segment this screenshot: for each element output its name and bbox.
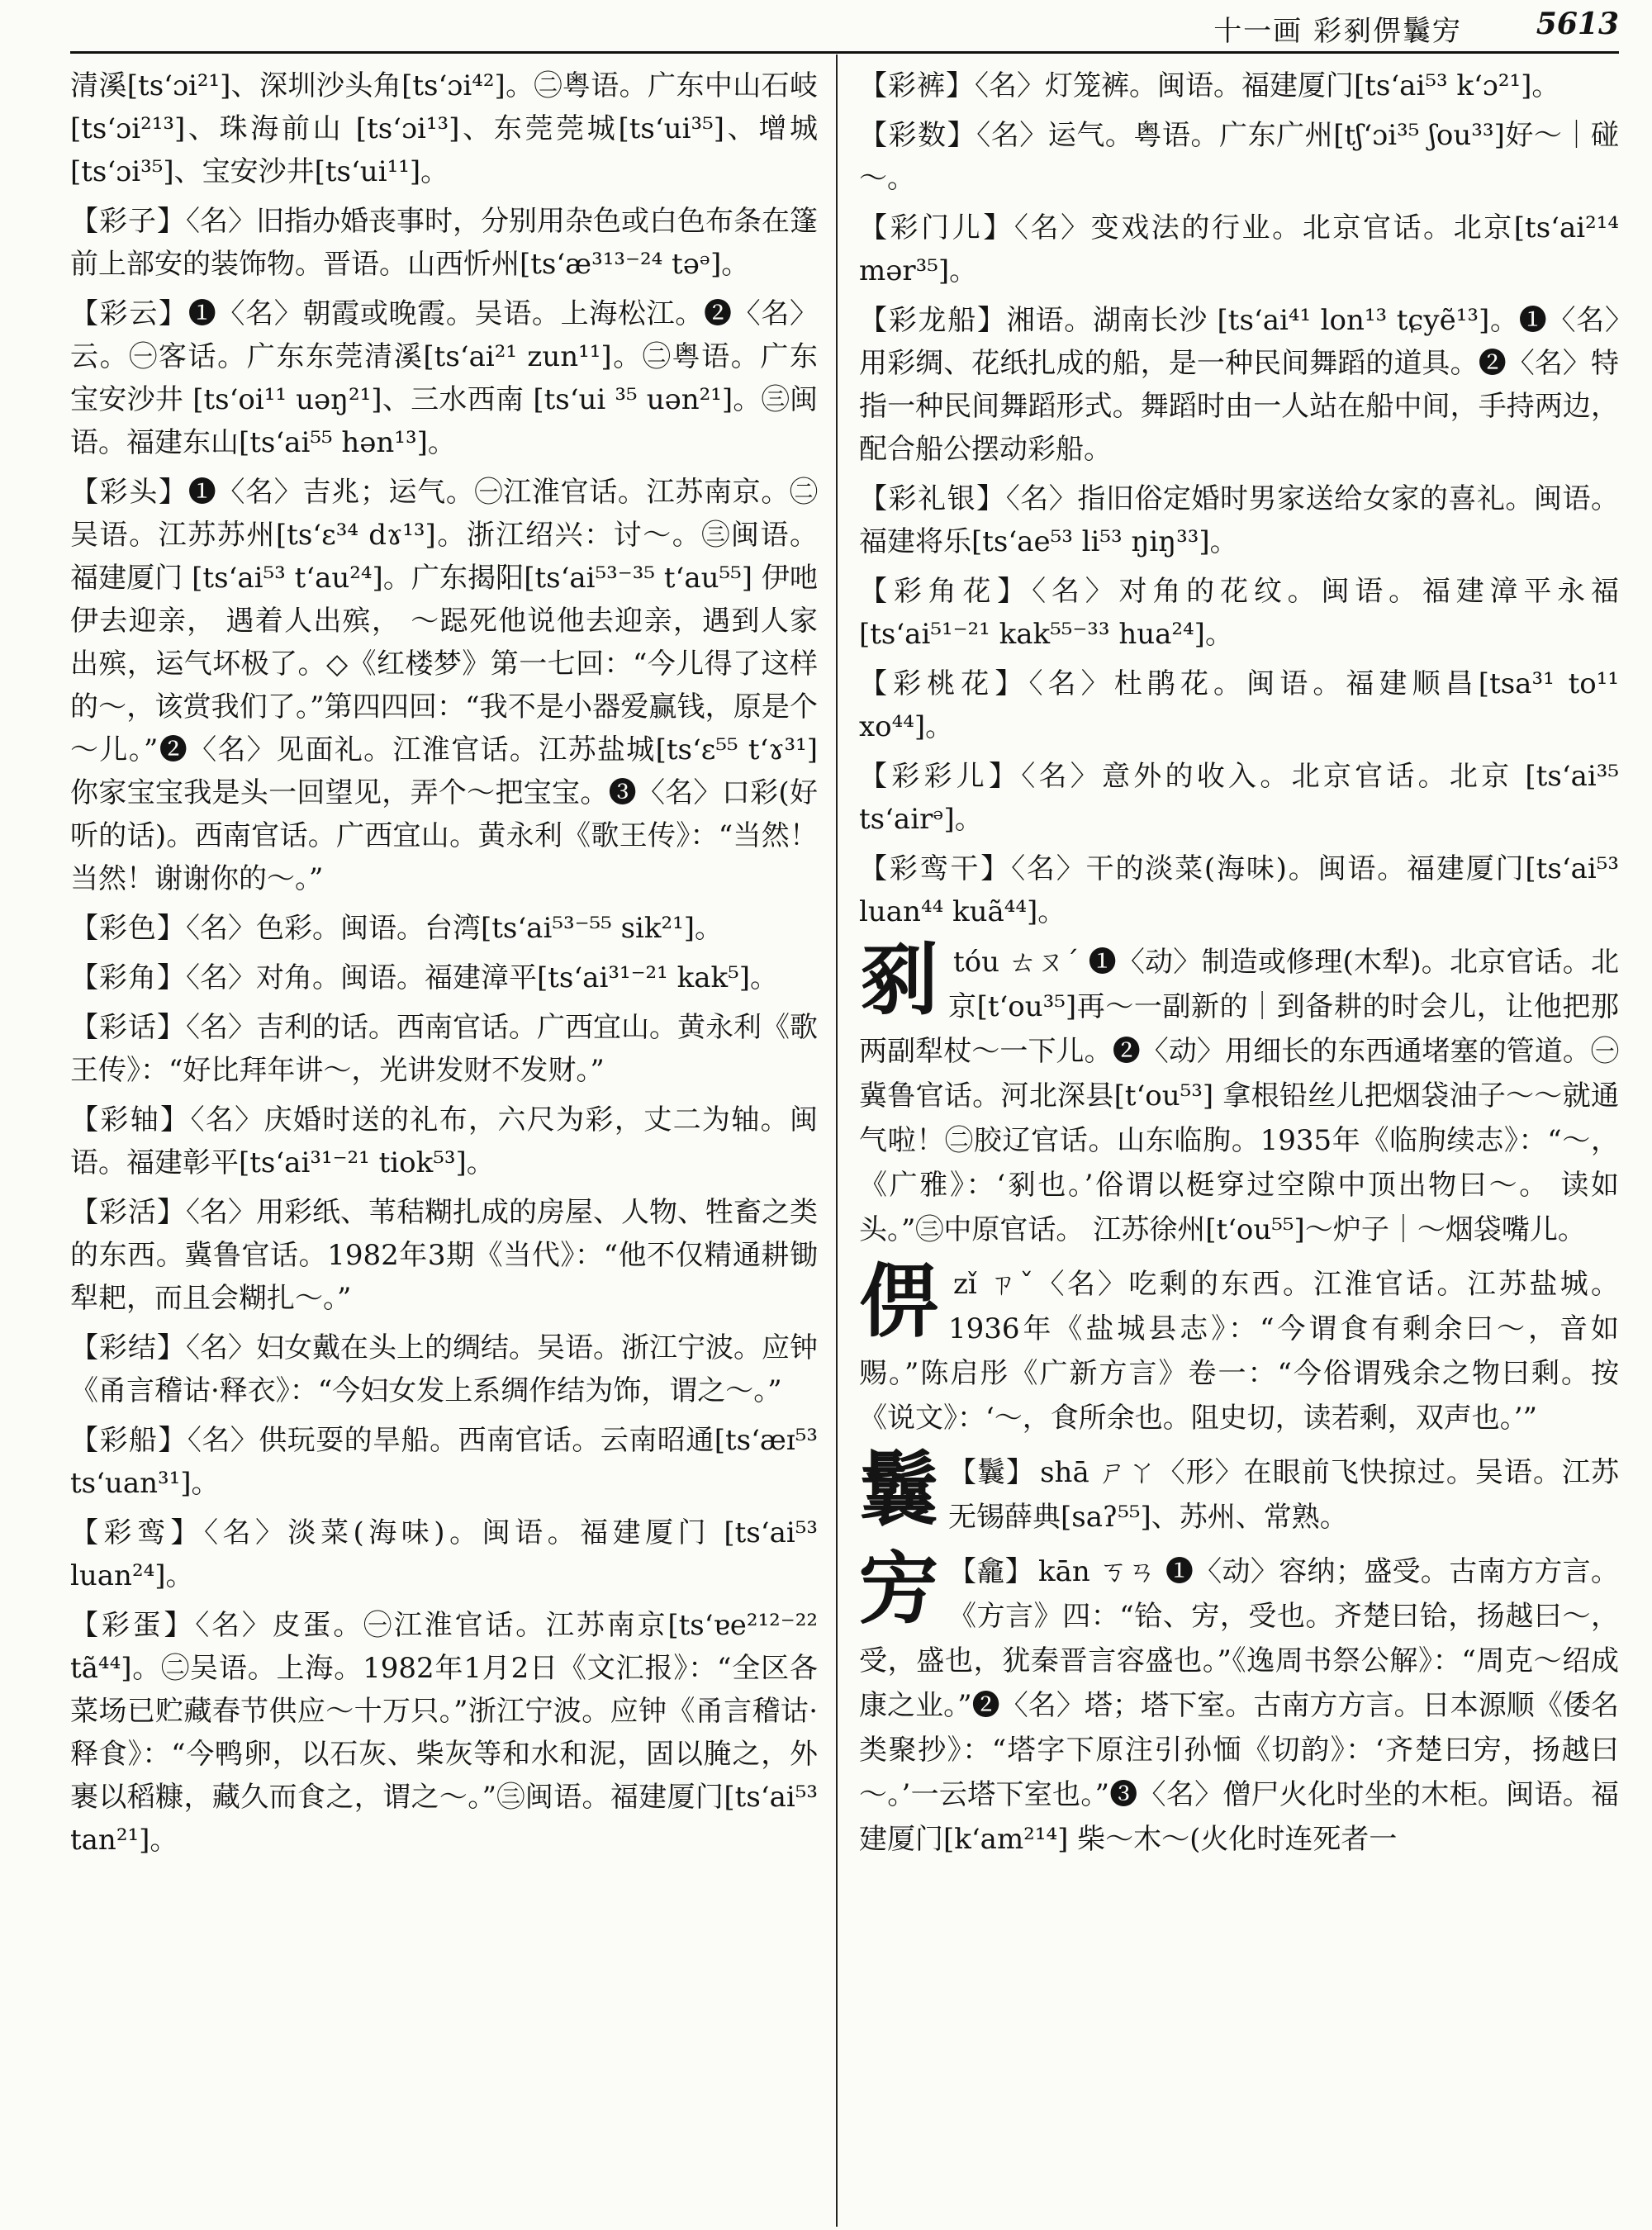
entry-headword: 【彩云】 bbox=[70, 297, 188, 330]
dictionary-entry bbox=[859, 64, 1619, 107]
entry-body: 〈名〉庆婚时送的礼布，六尺为彩，丈二为轴。闽语。福建彰平[tsʻai³¹⁻²¹ tiok⁵³]。 bbox=[70, 1103, 818, 1179]
entry-body: 〈名〉对角的花纹。闽语。福建漳平永福[tsʻai⁵¹⁻²¹ kak⁵⁵⁻³³ hua²⁴]。 bbox=[859, 575, 1619, 651]
character-entry bbox=[859, 1255, 1619, 1440]
entry-headword: 【彩蛋】 bbox=[70, 1609, 196, 1642]
dictionary-entry bbox=[859, 299, 1619, 471]
dictionary-entry bbox=[70, 200, 818, 286]
character-entry bbox=[859, 932, 1619, 1252]
entry-headword: 【彩话】 bbox=[70, 1011, 186, 1044]
entry-body: 〈名〉吉利的话。西南官话。广西宜山。黄永利《歌王传》：“好比拜年讲～，光讲发财不发财。” bbox=[70, 1011, 818, 1087]
entry-headword: 【彩数】 bbox=[859, 119, 977, 152]
dictionary-entry bbox=[70, 1419, 818, 1505]
entry-headword: 【彩头】 bbox=[70, 476, 188, 509]
entry-headword: 【彩色】 bbox=[70, 912, 186, 945]
dictionary-entry bbox=[859, 662, 1619, 748]
dictionary-entry bbox=[859, 206, 1619, 292]
header-title: 十一画 彩剢㑭鬤㝑 bbox=[1213, 15, 1462, 48]
dictionary-entry bbox=[70, 1006, 818, 1092]
dictionary-entry bbox=[859, 570, 1619, 656]
traditional-form: 【鬤】 bbox=[948, 1456, 1036, 1489]
dictionary-entry bbox=[70, 1604, 818, 1862]
character-definition: tóu ㄊㄡˊ ❶〈动〉制造或修理(木犁)。北京官话。北京[tʻou³⁵]再～一副新的｜到备耕的时会儿，让他把那两副犁杖～一下儿。❷〈动〉用细长的东西通堵塞的管道。㊀冀鲁官话。河北深县[tʻou⁵³] 拿根铅丝儿把烟袋油子～～就通气啦！㊁胶辽官话。山东临朐。1935年《临朐续志》：“～，《广雅》：‘剢也。’俗谓以梃穿过空隙中顶出物曰～。 读如头。”㊂中原官话。 江苏徐州[tʻou⁵⁵]～炉子｜～烟袋嘴儿。 bbox=[859, 946, 1619, 1246]
left-column bbox=[70, 64, 818, 2220]
head-character: 㑭 bbox=[859, 1255, 938, 1348]
character-definition: zǐ ㄗˇ〈名〉吃剩的东西。江淮官话。江苏盐城。1936年《盐城县志》：“今谓食有剩余曰～，音如赐。”陈启彤《广新方言》卷一：“今俗谓残余之物曰剩。按《说文》：‘～，食所余也。阻史切，读若剩，双声也。’” bbox=[859, 1268, 1619, 1435]
entry-body: 〈名〉变戏法的行业。北京官话。北京[tsʻai²¹⁴ mər³⁵]。 bbox=[859, 211, 1619, 287]
dictionary-entry bbox=[859, 847, 1619, 933]
dictionary-entry bbox=[70, 956, 818, 999]
head-character: 鬤 bbox=[859, 1443, 938, 1536]
entry-headword: 【彩结】 bbox=[70, 1331, 186, 1364]
dictionary-entry bbox=[70, 64, 818, 193]
character-entry bbox=[859, 1542, 1619, 1862]
character-definition: shā ㄕㄚ〈形〉在眼前飞快掠过。吴语。江苏无锡薛典[saʔ⁵⁵]、苏州、常熟。 bbox=[948, 1456, 1619, 1534]
entry-headword: 【彩子】 bbox=[70, 205, 186, 238]
entry-headword: 【彩鸾】 bbox=[70, 1516, 205, 1549]
entry-body: 〈名〉妇女戴在头上的绸结。吴语。浙江宁波。应钟《甬言稽诂·释衣》：“今妇女发上系绸作结为饰，谓之～。” bbox=[70, 1331, 818, 1407]
character-definition: kān ㄎㄢ ❶〈动〉容纳；盛受。古南方方言。《方言》四：“铪、㝑，受也。齐楚曰铪，扬越曰～，受，盛也，犹秦晋言容盛也。”《逸周书祭公解》：“周克～绍成康之业。”❷〈名〉塔；塔下室。古南方方言。日本源顺《倭名类聚抄》：“塔字下原注引孙愐《切韵》：‘齐楚曰㝑，扬越曰～。’一云塔下室也。”❸〈名〉僧尸火化时坐的木柜。闽语。福建厦门[kʻam²¹⁴] 柴～木～(火化时连死者一 bbox=[859, 1555, 1619, 1856]
entry-headword: 【彩船】 bbox=[70, 1424, 188, 1457]
column-divider bbox=[836, 55, 838, 2227]
head-character: 剢 bbox=[859, 932, 938, 1026]
head-character: 㝑 bbox=[859, 1542, 938, 1635]
entry-body: 〈名〉干的淡菜(海味)。闽语。福建厦门[tsʻai⁵³ luan⁴⁴ kuã⁴⁴]。 bbox=[859, 852, 1619, 928]
entry-headword: 【彩礼银】 bbox=[859, 482, 1006, 515]
dictionary-entry bbox=[70, 1098, 818, 1184]
entry-body: 清溪[tsʻɔi²¹]、深圳沙头角[tsʻɔi⁴²]。㊁粤语。广东中山石岐[tsʻɔi²¹³]、珠海前山 [tsʻɔi¹³]、东莞莞城[tsʻui³⁵]、增城[tsʻɔi³⁵]、宝安沙井[tsʻui¹¹]。 bbox=[70, 69, 818, 188]
entry-body: 〈名〉灯笼裤。闽语。福建厦门[tsʻai⁵³ kʻɔ²¹]。 bbox=[975, 69, 1560, 102]
entry-headword: 【彩彩儿】 bbox=[859, 760, 1022, 793]
dictionary-entry bbox=[70, 1191, 818, 1320]
entry-body: 〈名〉淡菜(海味)。闽语。福建厦门 [tsʻai⁵³ luan²⁴]。 bbox=[70, 1516, 818, 1592]
entry-body: 〈名〉供玩耍的旱船。西南官话。云南昭通[tsʻæɪ⁵³ tsʻuan³¹]。 bbox=[70, 1424, 818, 1500]
entry-headword: 【彩鸾干】 bbox=[859, 852, 1012, 885]
right-column bbox=[859, 64, 1619, 2220]
character-entry bbox=[859, 1443, 1619, 1540]
entry-body: 〈名〉杜鹃花。闽语。福建顺昌[tsa³¹ to¹¹ xo⁴⁴]。 bbox=[859, 667, 1619, 743]
entry-headword: 【彩轴】 bbox=[70, 1103, 191, 1136]
entry-body: 〈名〉运气。粤语。广东广州[tʃʻɔi³⁵ ʃou³³]好～｜碰～。 bbox=[859, 119, 1619, 195]
entry-headword: 【彩门儿】 bbox=[859, 211, 1014, 244]
entry-headword: 【彩裤】 bbox=[859, 69, 975, 102]
entry-headword: 【彩桃花】 bbox=[859, 667, 1029, 700]
dictionary-entry bbox=[70, 1326, 818, 1412]
page-number: 5613 bbox=[1536, 7, 1619, 41]
page-header bbox=[0, 0, 1652, 53]
entry-body: 〈名〉皮蛋。㊀江淮官话。江苏南京[tsʻɐe²¹²⁻²² tã⁴⁴]。㊁吴语。上海。1982年1月2日《文汇报》：“全区各菜场已贮藏春节供应～十万只。”浙江宁波。应钟《甬言稽诂·释食》：“今鸭卵，以石灰、柴灰等和水和泥，固以腌之，外裹以稻糠，藏久而食之，谓之～。”㊂闽语。福建厦门[tsʻai⁵³ tan²¹]。 bbox=[70, 1609, 818, 1857]
entry-body: 〈名〉旧指办婚丧事时，分别用杂色或白色布条在篷前上部安的装饰物。晋语。山西忻州[tsʻæ³¹³⁻²⁴ təᵊ]。 bbox=[70, 205, 818, 281]
entry-body: 〈名〉意外的收入。北京官话。北京 [tsʻai³⁵ tsʻairᵊ]。 bbox=[859, 760, 1619, 836]
entry-body: 〈名〉用彩纸、苇秸糊扎成的房屋、人物、牲畜之类的东西。冀鲁官话。1982年3期《当代》：“他不仅精通耕锄犁耙，而且会糊扎～。” bbox=[70, 1196, 818, 1315]
dictionary-entry bbox=[70, 1511, 818, 1597]
entry-body: 〈名〉对角。闽语。福建漳平[tsʻai³¹⁻²¹ kak⁵]。 bbox=[186, 961, 778, 994]
entry-headword: 【彩角花】 bbox=[859, 575, 1032, 608]
entry-body: 〈名〉指旧俗定婚时男家送给女家的喜礼。闽语。福建将乐[tsʻae⁵³ li⁵³ ŋiŋ³³]。 bbox=[859, 482, 1619, 558]
header-rule bbox=[70, 51, 1619, 54]
dictionary-entry bbox=[70, 471, 818, 900]
dictionary-entry bbox=[70, 907, 818, 950]
entry-headword: 【彩活】 bbox=[70, 1196, 186, 1229]
entry-body: 湘语。湖南长沙 [tsʻai⁴¹ lon¹³ tɕyẽ¹³]。❶〈名〉用彩绸、花纸扎成的船，是一种民间舞蹈的道具。❷〈名〉特指一种民间舞蹈形式。舞蹈时由一人站在船中间，手持两边，配合船公摆动彩船。 bbox=[859, 304, 1619, 466]
entry-headword: 【彩龙船】 bbox=[859, 304, 1007, 337]
dictionary-entry bbox=[859, 755, 1619, 841]
entry-headword: 【彩角】 bbox=[70, 961, 186, 994]
dictionary-entry bbox=[70, 292, 818, 464]
entry-body: 〈名〉色彩。闽语。台湾[tsʻai⁵³⁻⁵⁵ sik²¹]。 bbox=[186, 912, 724, 945]
traditional-form: 【龕】 bbox=[948, 1555, 1034, 1588]
dictionary-entry bbox=[859, 477, 1619, 563]
entry-body: ❶〈名〉朝霞或晚霞。吴语。上海松江。❷〈名〉云。㊀客话。广东东莞清溪[tsʻai²¹ zun¹¹]。㊁粤语。广东宝安沙井 [tsʻoi¹¹ uəŋ²¹]、三水西南 [tsʻui ³⁵ uən²¹]。㊂闽语。福建东山[tsʻai⁵⁵ hən¹³]。 bbox=[70, 297, 818, 459]
dictionary-entry bbox=[859, 114, 1619, 200]
entry-body: ❶〈名〉吉兆；运气。㊀江淮官话。江苏南京。㊁吴语。江苏苏州[tsʻɛ³⁴ dɤ¹³]。浙江绍兴：讨～。㊂闽语。福建厦门 [tsʻai⁵³ tʻau²⁴]。广东揭阳[tsʻai⁵³⁻³⁵ tʻau⁵⁵] 伊吔伊去迎亲， 遇着人出殡， ～跽死他说他去迎亲，遇到人家出殡，运气坏极了。◇《红楼梦》第一七回：“今儿得了这样的～，该赏我们了。”第四四回：“我不是小器爱赢钱，原是个～儿。”❷〈名〉见面礼。江淮官话。江苏盐城[tsʻɛ⁵⁵ tʻɤ³¹]你家宝宝我是头一回望见，弄个～把宝宝。❸〈名〉口彩(好听的话)。西南官话。广西宜山。黄永利《歌王传》：“当然！当然！谢谢你的～。” bbox=[70, 476, 818, 895]
